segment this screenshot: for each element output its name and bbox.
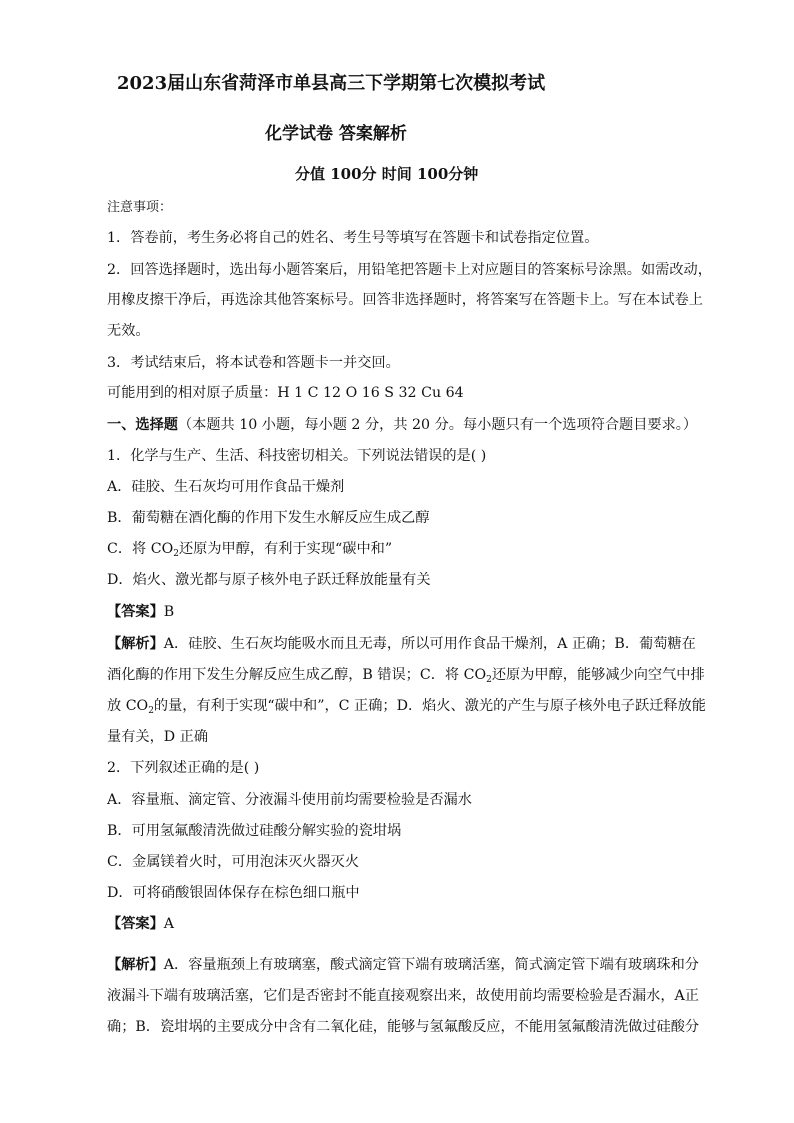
q2-option-a: A．容量瓶、滴定管、分液漏斗使用前均需要检验是否漏水 [107, 792, 472, 808]
note-1: 1．答卷前，考生务必将自己的姓名、考生号等填写在答题卡和试卷指定位置。 [107, 230, 599, 246]
q2-option-d: D．可将硝酸银固体保存在棕色细口瓶中 [107, 885, 360, 901]
q1-exp3-pre: 放 CO [107, 698, 149, 714]
q2-explanation-line-2: 液漏斗下端有玻璃活塞，它们是否密封不能直接观察出来，故使用前均需要检验是否漏水，A正 [107, 988, 699, 1004]
exam-subtitle: 化学试卷 答案解析 [265, 124, 407, 144]
q2-answer-label: 【答案】 [107, 916, 164, 932]
q1-option-d: D．焰火、激光都与原子核外电子跃迁释放能量有关 [107, 572, 431, 588]
q1-exp2-pre: 酒化酶的作用下发生分解反应生成乙醇，B 错误；C．将 CO [107, 667, 487, 683]
atomic-masses: 可能用到的相对原子质量：H 1 C 12 O 16 S 32 Cu 64 [107, 385, 464, 401]
q1-option-c-pre: C．将 CO [107, 541, 174, 557]
q1-option-b: B．葡萄糖在酒化酶的作用下发生水解反应生成乙醇 [107, 510, 430, 526]
note-2-line-2: 用橡皮擦干净后，再选涂其他答案标号。回答非选择题时，将答案写在答题卡上。写在本试卷上 [107, 292, 703, 308]
exam-meta: 分值 100分 时间 100分钟 [295, 165, 479, 183]
q1-answer-value: B [163, 604, 175, 620]
q1-exp2-post: 还原为甲醇，能够减少向空气中排 [491, 667, 705, 683]
q1-option-c [107, 539, 392, 559]
q1-exp2-sub: 2 [486, 675, 492, 685]
q2-answer-value: A [163, 916, 175, 932]
note-2-line-1: 2．回答选择题时，选出每小题答案后，用铅笔把答题卡上对应题目的答案标号涂黑。如需改动， [107, 262, 712, 278]
q1-explanation-line-4: 量有关，D 正确 [107, 729, 209, 745]
q2-explanation-text-1: A．容量瓶颈上有玻璃塞，酸式滴定管下端有玻璃活塞，简式滴定管下端有玻璃珠和分 [163, 957, 699, 973]
section-1-header [107, 415, 697, 435]
q1-explanation-text-1: A．硅胶、生石灰均能吸水而且无毒，所以可用作食品干燥剂，A 正确；B．葡萄糖在 [163, 636, 696, 652]
q1-explanation-line-3 [107, 696, 706, 716]
q1-option-c-post: 还原为甲醇，有利于实现“碳中和” [178, 541, 393, 557]
q2-explanation-line-3: 确；B．瓷坩埚的主要成分中含有二氧化硅，能够与氢氟酸反应，不能用氢氟酸清洗做过硅酸分 [107, 1019, 700, 1035]
q2-explanation-label: 【解析】 [107, 957, 164, 973]
q1-explanation-line-2 [107, 665, 705, 685]
q1-answer [107, 602, 174, 622]
q1-stem: 1．化学与生产、生活、科技密切相关。下列说法错误的是( ) [107, 448, 487, 464]
section-1-description: （本题共 10 小题，每小题 2 分，共 20 分。每小题只有一个选项符合题目要求。） [177, 417, 698, 433]
q1-option-a: A．硅胶、生石灰均可用作食品干燥剂 [107, 479, 345, 495]
q1-option-c-sub: 2 [173, 549, 179, 559]
q2-stem: 2．下列叙述正确的是( ) [107, 760, 260, 776]
note-3: 3．考试结束后，将本试卷和答题卡一并交回。 [107, 355, 400, 371]
q2-answer [107, 914, 174, 934]
q1-explanation-label: 【解析】 [107, 636, 164, 652]
note-2-line-3: 无效。 [107, 323, 150, 339]
exam-title: 2023届山东省菏泽市单县高三下学期第七次模拟考试 [117, 73, 546, 94]
q1-exp3-sub: 2 [148, 706, 154, 716]
q2-option-b: B．可用氢氟酸清洗做过硅酸分解实验的瓷坩埚 [107, 823, 402, 839]
notes-heading: 注意事项： [107, 200, 173, 215]
q1-answer-label: 【答案】 [107, 604, 164, 620]
q1-explanation-line-1 [107, 634, 696, 654]
section-1-heading: 一、选择题 [107, 417, 178, 433]
q2-option-c: C．金属镁着火时，可用泡沫灭火器灭火 [107, 854, 360, 870]
q1-exp3-post: 的量，有利于实现“碳中和”，C 正确；D．焰火、激光的产生与原子核外电子跃迁释放能 [153, 698, 706, 714]
q2-explanation-line-1 [107, 955, 699, 975]
